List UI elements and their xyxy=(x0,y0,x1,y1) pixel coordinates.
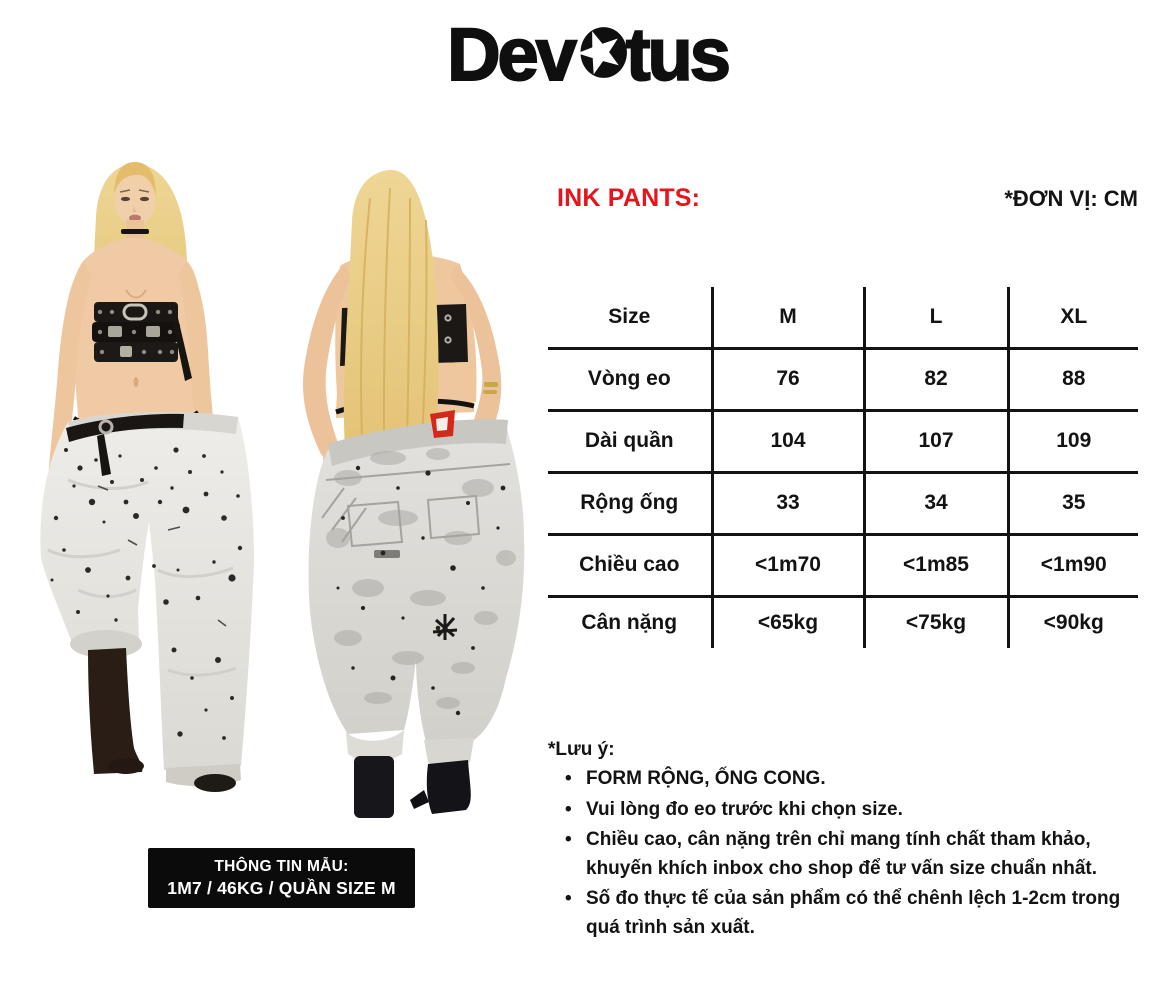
cell-value: 104 xyxy=(712,410,864,472)
cell-value: 33 xyxy=(712,472,864,534)
unit-label: *ĐƠN VỊ: CM xyxy=(1004,186,1138,211)
row-label: Vòng eo xyxy=(548,348,712,410)
note-item: • Vui lòng đo eo trước khi chọn size. xyxy=(586,796,1130,825)
red-tag xyxy=(430,410,455,438)
note-item: • FORM RỘNG, ỐNG CONG. xyxy=(586,765,1130,794)
cell-value: 82 xyxy=(864,348,1008,410)
col-header-size: Size xyxy=(548,287,712,348)
table-header-row xyxy=(548,287,1138,348)
model-front-photo xyxy=(8,150,285,805)
table-row-length xyxy=(548,410,1138,472)
star-o-icon xyxy=(574,25,628,80)
row-label: Rộng ống xyxy=(548,472,712,534)
note-item: • Chiều cao, cân nặng trên chỉ mang tính chất tham khảo, khuyến khích inbox cho shop để tư vấn size chuẩn nhất. xyxy=(586,826,1130,883)
brand-logo-text-left: Dev xyxy=(447,13,574,96)
col-header-xl: XL xyxy=(1008,287,1138,348)
cell-value: <90kg xyxy=(1008,596,1138,648)
table-row-height xyxy=(548,534,1138,596)
cell-value: <1m90 xyxy=(1008,534,1138,596)
col-header-l: L xyxy=(864,287,1008,348)
notes-list xyxy=(548,765,1130,942)
cell-value: <1m85 xyxy=(864,534,1008,596)
front-pants xyxy=(40,412,254,770)
cell-value: 76 xyxy=(712,348,864,410)
cell-value: 88 xyxy=(1008,348,1138,410)
brand-logo-text-right: tus xyxy=(625,13,728,96)
size-chart-table xyxy=(548,287,1138,648)
cell-value: <1m70 xyxy=(712,534,864,596)
table-row-leg-width xyxy=(548,472,1138,534)
cell-value: 107 xyxy=(864,410,1008,472)
cell-value: 34 xyxy=(864,472,1008,534)
cell-value: 109 xyxy=(1008,410,1138,472)
table-row-weight xyxy=(548,596,1138,648)
notes-title: *Lưu ý: xyxy=(548,739,615,760)
brand-logo xyxy=(0,13,1175,96)
product-name-label: INK PANTS: xyxy=(557,184,701,212)
model-info-title: THÔNG TIN MẪU: xyxy=(214,858,349,875)
row-label: Dài quần xyxy=(548,410,712,472)
cell-value: <65kg xyxy=(712,596,864,648)
model-back-photo xyxy=(278,158,530,830)
note-item: • Số đo thực tế của sản phẩm có thể chênh lệch 1-2cm trong quá trình sản xuất. xyxy=(586,885,1130,942)
row-label: Chiều cao xyxy=(548,534,712,596)
row-label: Cân nặng xyxy=(581,610,678,634)
col-header-m: M xyxy=(712,287,864,348)
model-info-specs: 1M7 / 46KG / QUẦN SIZE M xyxy=(167,878,396,898)
cell-value: <75kg xyxy=(864,596,1008,648)
model-info-box xyxy=(148,848,415,908)
cell-value: 35 xyxy=(1008,472,1138,534)
notes-section xyxy=(548,736,1130,944)
table-row-waist xyxy=(548,348,1138,410)
